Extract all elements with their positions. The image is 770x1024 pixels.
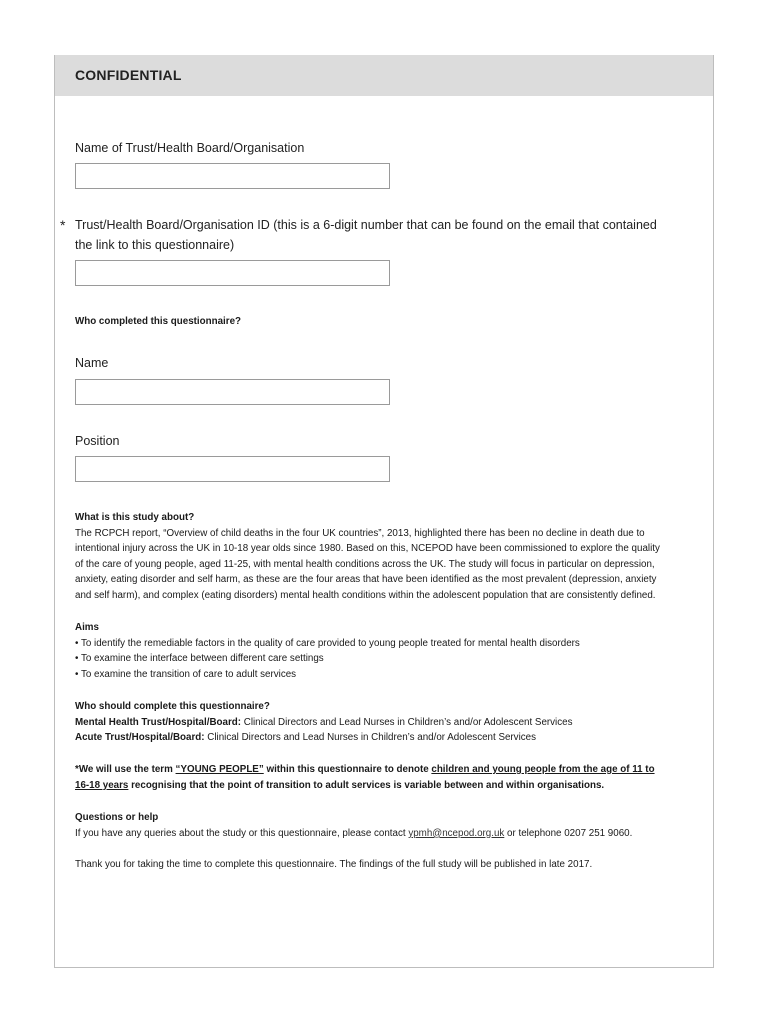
help-text: or telephone 0207 251 9060. bbox=[504, 827, 633, 839]
study-text-line: intentional injury across the UK in 10-18 year olds since 1980. Based on this, NCEPOD have been commissioned to explore the quality bbox=[75, 543, 660, 555]
aim-item: • To examine the transition of care to adult services bbox=[75, 668, 297, 680]
who-should-section bbox=[75, 699, 715, 746]
header-band bbox=[55, 55, 713, 96]
help-line bbox=[75, 826, 715, 842]
study-text-line: anxiety, eating disorder and self harm, as these are the four areas that have been identified as the most prevalent (depression, anxiety bbox=[75, 574, 657, 586]
page-title: CONFIDENTIAL bbox=[75, 67, 182, 83]
note-text: *We will use the term bbox=[75, 764, 176, 775]
young-people-note bbox=[75, 762, 715, 793]
note-line-1 bbox=[75, 762, 715, 778]
mental-health-text: Clinical Directors and Lead Nurses in Children’s and/or Adolescent Services bbox=[241, 716, 573, 728]
acute-line bbox=[75, 730, 715, 746]
study-text-line: of the care of young people, aged 11-25, with mental health conditions across the UK. The study will focus in particular on depression, bbox=[75, 558, 655, 570]
position-input[interactable] bbox=[75, 456, 390, 482]
mental-health-label: Mental Health Trust/Hospital/Board: bbox=[75, 716, 242, 728]
name-input[interactable] bbox=[75, 379, 390, 405]
help-section bbox=[75, 810, 715, 841]
note-text: within this questionnaire to denote bbox=[263, 764, 432, 775]
org-name-label: Name of Trust/Health Board/Organisation bbox=[75, 141, 305, 155]
org-id-label-line1: Trust/Health Board/Organisation ID (this is a 6-digit number that can be found on the email that contained bbox=[75, 218, 657, 232]
aim-item: • To identify the remediable factors in the quality of care provided to young people treated for mental health disorders bbox=[75, 637, 580, 649]
required-marker: * bbox=[60, 217, 66, 233]
study-section bbox=[75, 510, 715, 604]
org-name-input[interactable] bbox=[75, 163, 390, 189]
help-text: If you have any queries about the study or this questionnaire, please contact bbox=[75, 827, 409, 839]
org-id-input[interactable] bbox=[75, 260, 390, 286]
who-should-heading: Who should complete this questionnaire? bbox=[75, 701, 270, 712]
age-definition: 16-18 years bbox=[75, 779, 129, 791]
help-heading: Questions or help bbox=[75, 812, 159, 823]
aims-section bbox=[75, 620, 715, 682]
position-label: Position bbox=[75, 434, 120, 448]
note-line-2 bbox=[75, 778, 715, 794]
completed-by-heading: Who completed this questionnaire? bbox=[75, 316, 242, 327]
young-people-term: “YOUNG PEOPLE” bbox=[175, 764, 264, 775]
aims-heading: Aims bbox=[75, 622, 99, 633]
acute-label: Acute Trust/Hospital/Board: bbox=[75, 732, 205, 744]
contact-email-link[interactable]: ypmh@ncepod.org.uk bbox=[408, 827, 505, 839]
age-definition: children and young people from the age of 11 to bbox=[431, 764, 655, 775]
study-text-line: and self harm), and complex (eating disorders) mental health conditions within the adolescent population that are consistently defined. bbox=[75, 589, 656, 601]
thanks-text: Thank you for taking the time to complete this questionnaire. The findings of the full study will be published in late 2017. bbox=[75, 859, 593, 870]
note-text: recognising that the point of transition to adult services is variable between and within organisations. bbox=[128, 779, 605, 791]
name-label: Name bbox=[75, 356, 109, 370]
study-text-line: The RCPCH report, “Overview of child deaths in the four UK countries”, 2013, highlighted there has been no decline in death due to bbox=[75, 527, 645, 539]
mental-health-line bbox=[75, 715, 715, 731]
study-heading: What is this study about? bbox=[75, 512, 195, 523]
acute-text: Clinical Directors and Lead Nurses in Children’s and/or Adolescent Services bbox=[204, 732, 537, 744]
aim-item: • To examine the interface between different care settings bbox=[75, 653, 324, 665]
org-id-label-line2: the link to this questionnaire) bbox=[75, 238, 235, 252]
